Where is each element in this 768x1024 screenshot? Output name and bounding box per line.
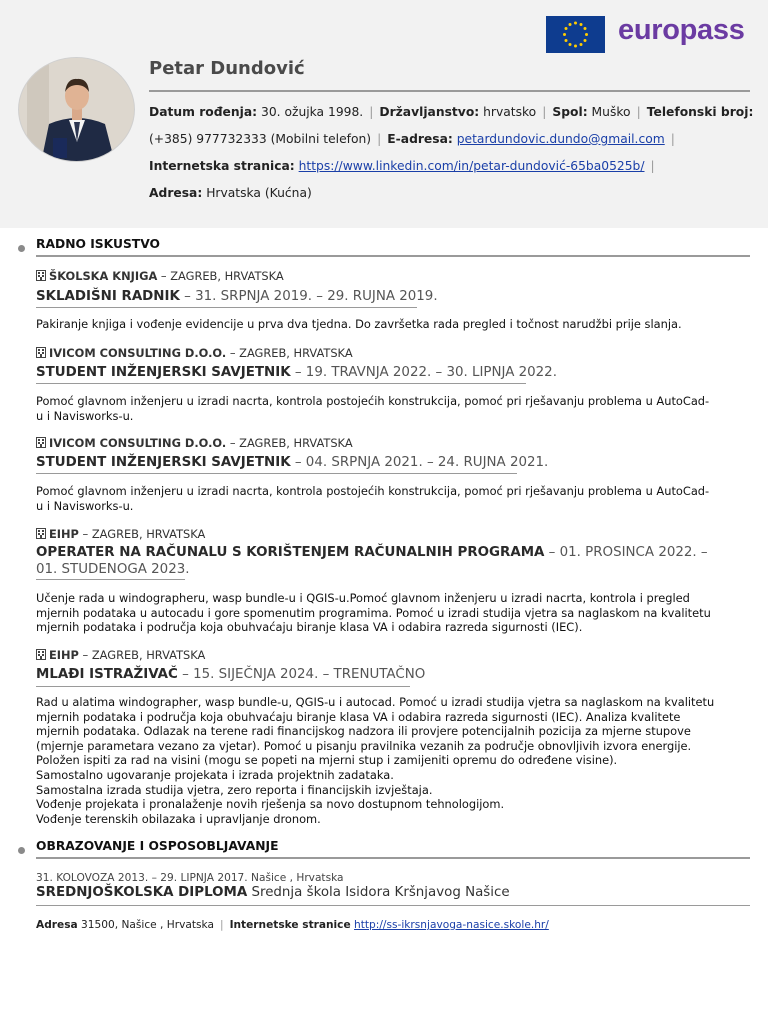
building-icon	[36, 649, 46, 660]
job-org-line	[36, 269, 284, 283]
education-web-link[interactable]: http://ss-ikrsnjavoga-nasice.skole.hr/	[354, 919, 549, 931]
person-name: Petar Dundović	[149, 58, 305, 79]
avatar	[18, 57, 135, 162]
job-role: OPERATER NA RAČUNALU S KORIŠTENJEM RAČUNALNIH PROGRAMA	[36, 545, 545, 560]
job-title-line	[36, 667, 425, 682]
job-description: Učenje rada u windographeru, wasp bundle-u i QGIS-u.Pomoć glavnom inženjeru u izradi nacrta, kontrola i pregled mjernih podataka u autocadu i gore spomenutim programima. Pomoć u izradi studija vjetra sa naglaskom na kvalitetu mjernih podataka i područja koja obuhvaćaju biranje klasa VA i odabira razreda sigurnosti (IEC).	[36, 591, 711, 635]
experience-section-title: RADNO ISKUSTVO	[36, 237, 160, 251]
email-label: E-adresa:	[387, 132, 453, 146]
section-bullet-icon	[18, 245, 25, 252]
job-dates: – 04. SRPNJA 2021. – 24. RUJNA 2021.	[294, 455, 549, 470]
name-divider	[149, 90, 750, 92]
education-dates-location: 31. KOLOVOZA 2013. – 29. LIPNJA 2017. Našice , Hrvatska	[36, 872, 344, 884]
info-line-3	[149, 159, 661, 173]
job-location: – ZAGREB, HRVATSKA	[82, 648, 206, 662]
phone-label: Telefonski broj:	[646, 105, 754, 119]
europass-wordmark: europass	[618, 14, 745, 46]
job-dates: – 19. TRAVNJA 2022. – 30. LIPNJA 2022.	[294, 365, 557, 380]
job-org: ŠKOLSKA KNJIGA	[49, 269, 158, 283]
building-icon	[36, 437, 46, 448]
separator: |	[670, 132, 675, 146]
nationality-value: hrvatsko	[483, 105, 537, 119]
building-icon	[36, 270, 46, 281]
job-role: SKLADIŠNI RADNIK	[36, 289, 180, 304]
education-school: Srednja škola Isidora Kršnjavog Našice	[251, 885, 510, 900]
job-dates: – 01. PROSINCA 2022. –	[548, 545, 708, 560]
separator: |	[636, 105, 641, 119]
job-org: IVICOM CONSULTING D.O.O.	[49, 436, 227, 450]
info-line-1	[149, 105, 753, 119]
education-address-label: Adresa	[36, 919, 78, 931]
education-section-divider	[36, 857, 750, 859]
job-org-line	[36, 648, 205, 662]
job-title-line	[36, 365, 557, 380]
education-web-label: Internetske stranice	[229, 919, 351, 931]
gender-label: Spol:	[552, 105, 588, 119]
experience-section-divider	[36, 255, 750, 257]
eu-stars-icon	[546, 16, 605, 53]
section-bullet-icon	[18, 847, 25, 854]
header-panel	[0, 0, 768, 228]
job-description: Rad u alatima windographer, wasp bundle-u, QGIS-u i autocad. Pomoć u izradi studija vjetra sa naglaskom na kvalitetu mjernih podataka i područja koja obuhvaćaju biranje klasa VA i odabira razreda sigurnosti (IEC). Analiza kvalitete mjernih podataka. Odlazak na terene radi financijskog nadzora ili provjere potencijalnih pozicija za mjerne stupove (mjernje parametara vezano za vjetar). Pomoć u pisanju pravilnika vezanih za područje obnovljivih izvora energije. Položen ispiti za rad na visini (mogu se popeti na mjerni stup i zamijeniti opremu do određene visine). Samostalno ugovaranje projekata i izrada projektnih zadataka. Samostalna izrada studija vjetra, zero reporta i financijskih izvještaja. Vođenje projekata i pronalaženje novih rješenja sa novo dostupnom tehnologijom. Vođenje terenskih obilazaka i upravljanje dronom.	[36, 695, 715, 826]
nationality-label: Državljanstvo:	[379, 105, 480, 119]
email-link[interactable]: petardundovic.dundo@gmail.com	[456, 132, 665, 146]
job-title-underline	[36, 307, 417, 308]
job-title-underline	[36, 579, 185, 580]
job-title-underline	[36, 383, 526, 384]
job-org: EIHP	[49, 527, 79, 541]
profile-photo	[19, 58, 135, 162]
building-icon	[36, 347, 46, 358]
education-address-value: 31500, Našice , Hrvatska	[81, 919, 214, 931]
education-divider	[36, 905, 750, 906]
separator: |	[542, 105, 547, 119]
info-line-4	[149, 186, 312, 200]
separator: |	[369, 105, 374, 119]
job-location: – ZAGREB, HRVATSKA	[160, 269, 284, 283]
europass-logo	[546, 16, 756, 54]
job-title-underline	[36, 686, 410, 687]
job-dates: – 31. SRPNJA 2019. – 29. RUJNA 2019.	[184, 289, 438, 304]
job-title-line-2	[36, 562, 190, 577]
job-dates-line-2: 01. STUDENOGA 2023.	[36, 562, 190, 577]
education-section-title: OBRAZOVANJE I OSPOSOBLJAVANJE	[36, 839, 279, 853]
job-dates: – 15. SIJEČNJA 2024. – TRENUTAČNO	[182, 667, 426, 682]
job-org: IVICOM CONSULTING D.O.O.	[49, 346, 227, 360]
job-location: – ZAGREB, HRVATSKA	[229, 346, 353, 360]
job-description: Pomoć glavnom inženjeru u izradi nacrta, kontrola postojećih konstrukcija, pomoć pri rješavanju problema u AutoCad- u i Navisworks-u.	[36, 484, 710, 513]
job-title-line	[36, 455, 548, 470]
separator: |	[650, 159, 655, 173]
job-description: Pakiranje knjiga i vođenje evidencije u prva dva tjedna. Do završetka rada pregled i točnost narudžbi prije slanja.	[36, 317, 682, 331]
job-description: Pomoć glavnom inženjeru u izradi nacrta, kontrola postojećih konstrukcija, pomoć pri rješavanju problema u AutoCad- u i Navisworks-u.	[36, 394, 710, 423]
job-role: MLAĐI ISTRAŽIVAČ	[36, 667, 178, 682]
birth-value: 30. ožujka 1998.	[261, 105, 364, 119]
job-org-line	[36, 527, 205, 541]
job-org-line	[36, 436, 353, 450]
phone-value: (+385) 977732333 (Mobilni telefon)	[149, 132, 372, 146]
job-role: STUDENT INŽENJERSKI SAVJETNIK	[36, 365, 291, 380]
job-title-underline	[36, 473, 517, 474]
separator: |	[220, 919, 224, 931]
address-value: Hrvatska (Kućna)	[206, 186, 312, 200]
job-location: – ZAGREB, HRVATSKA	[229, 436, 353, 450]
education-degree: SREDNJOŠKOLSKA DIPLOMA	[36, 885, 248, 900]
job-title-line	[36, 545, 708, 560]
building-icon	[36, 528, 46, 539]
info-line-2	[149, 132, 681, 146]
job-org-line	[36, 346, 353, 360]
separator: |	[377, 132, 382, 146]
website-label: Internetska stranica:	[149, 159, 295, 173]
education-address-line	[36, 919, 549, 931]
job-role: STUDENT INŽENJERSKI SAVJETNIK	[36, 455, 291, 470]
job-location: – ZAGREB, HRVATSKA	[82, 527, 206, 541]
birth-label: Datum rođenja:	[149, 105, 258, 119]
job-title-line	[36, 289, 438, 304]
job-org: EIHP	[49, 648, 79, 662]
website-link[interactable]: https://www.linkedin.com/in/petar-dundović-65ba0525b/	[298, 159, 645, 173]
gender-value: Muško	[591, 105, 631, 119]
education-title-line	[36, 885, 510, 900]
address-label: Adresa:	[149, 186, 203, 200]
eu-flag-icon	[546, 16, 605, 53]
